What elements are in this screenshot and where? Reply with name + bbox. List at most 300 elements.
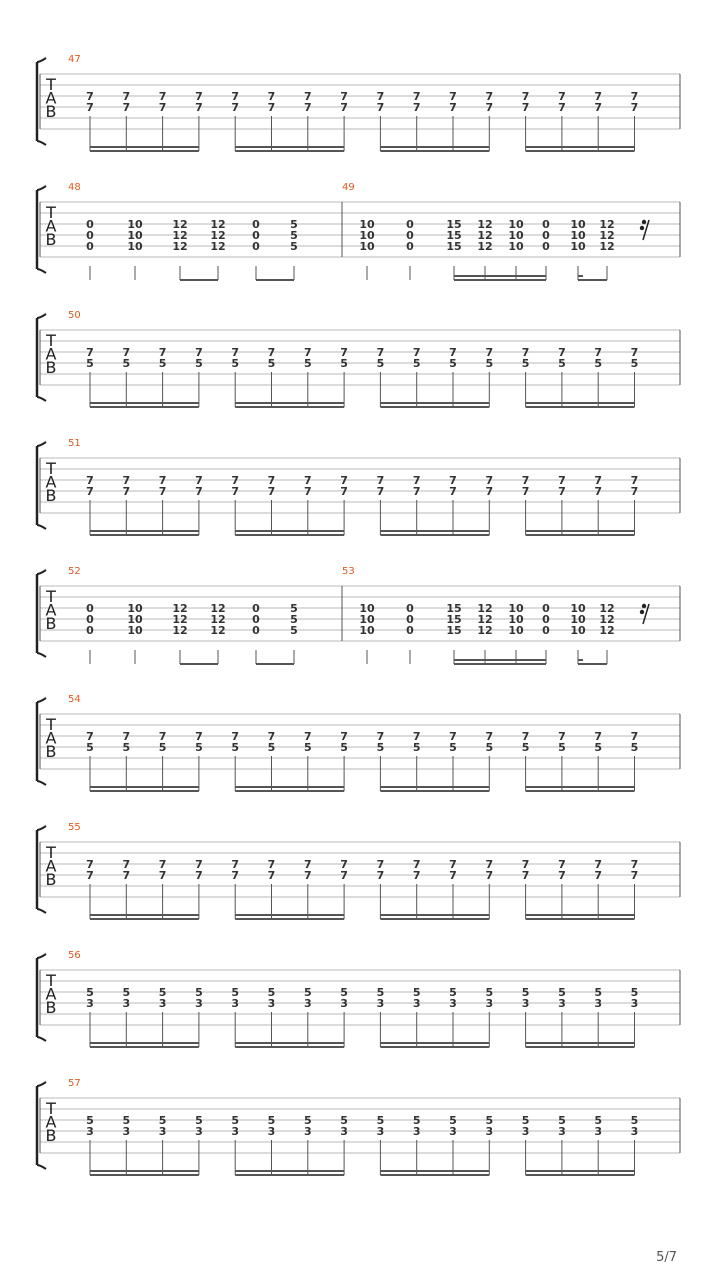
- fret-number: 7: [303, 474, 312, 487]
- fret-number: 10: [570, 602, 586, 615]
- fret-number: 5: [630, 1114, 639, 1127]
- fret-number: 12: [172, 624, 188, 637]
- fret-number: 5: [231, 357, 240, 370]
- fret-number: 3: [594, 997, 603, 1010]
- fret-number: 5: [303, 741, 312, 754]
- fret-number: 12: [172, 240, 188, 253]
- fret-number: 7: [594, 90, 603, 103]
- fret-number: 0: [542, 229, 550, 242]
- fret-number: 7: [267, 485, 276, 498]
- measure-number: 56: [68, 950, 81, 961]
- fret-number: 7: [594, 485, 603, 498]
- fret-number: 3: [594, 1125, 603, 1138]
- fret-number: 7: [485, 858, 494, 871]
- fret-number: 7: [412, 485, 421, 498]
- measure-number: 51: [68, 438, 81, 449]
- fret-number: 7: [158, 101, 167, 114]
- fret-number: 7: [630, 858, 639, 871]
- fret-number: 3: [412, 1125, 421, 1138]
- fret-number: 7: [303, 90, 312, 103]
- fret-number: 12: [210, 624, 226, 637]
- fret-number: 15: [446, 602, 462, 615]
- tab-clef-letter: A: [45, 344, 57, 364]
- fret-number: 3: [195, 1125, 203, 1138]
- fret-number: 10: [508, 218, 524, 231]
- fret-number: 0: [86, 613, 94, 626]
- fret-number: 0: [542, 602, 550, 615]
- fret-number: 5: [376, 986, 385, 999]
- fret-number: 7: [412, 730, 421, 743]
- fret-number: 5: [290, 229, 298, 242]
- fret-number: 5: [558, 1114, 566, 1127]
- fret-number: 7: [340, 101, 348, 114]
- measure-number: 50: [68, 310, 81, 321]
- fret-number: 0: [406, 602, 414, 615]
- fret-number: 3: [122, 997, 131, 1010]
- measure-number: 52: [68, 566, 81, 577]
- fret-number: 7: [412, 101, 421, 114]
- fret-number: 7: [485, 730, 494, 743]
- fret-number: 12: [477, 602, 493, 615]
- fret-number: 7: [231, 485, 240, 498]
- fret-number: 10: [127, 218, 143, 231]
- fret-number: 7: [231, 101, 240, 114]
- fret-number: 7: [558, 346, 566, 359]
- fret-number: 0: [406, 624, 414, 637]
- fret-number: 12: [210, 229, 226, 242]
- fret-number: 7: [340, 346, 348, 359]
- fret-number: 5: [158, 741, 167, 754]
- fret-number: 5: [340, 741, 348, 754]
- fret-number: 7: [231, 858, 240, 871]
- fret-number: 0: [406, 613, 414, 626]
- fret-number: 7: [267, 474, 276, 487]
- fret-number: 10: [359, 229, 375, 242]
- fret-number: 7: [267, 730, 276, 743]
- fret-number: 7: [86, 485, 94, 498]
- fret-number: 3: [303, 1125, 312, 1138]
- fret-number: 5: [594, 1114, 603, 1127]
- fret-number: 5: [558, 986, 566, 999]
- fret-number: 7: [376, 730, 385, 743]
- bracket-top-hook: [37, 314, 46, 318]
- fret-number: 12: [210, 613, 226, 626]
- fret-number: 7: [594, 858, 603, 871]
- fret-number: 5: [122, 1114, 131, 1127]
- fret-number: 5: [521, 1114, 530, 1127]
- tab-clef-letter: T: [46, 203, 56, 222]
- fret-number: 0: [86, 624, 94, 637]
- fret-number: 0: [86, 218, 94, 231]
- fret-number: 7: [521, 485, 530, 498]
- fret-number: 5: [195, 357, 203, 370]
- fret-number: 10: [359, 218, 375, 231]
- fret-number: 7: [122, 90, 131, 103]
- fret-number: 7: [412, 90, 421, 103]
- tab-clef-letter: B: [45, 1126, 57, 1145]
- fret-number: 7: [122, 869, 131, 882]
- fret-number: 10: [127, 602, 143, 615]
- fret-number: 5: [231, 1114, 240, 1127]
- tab-clef-letter: A: [45, 472, 57, 492]
- tab-clef-letter: B: [45, 358, 57, 377]
- bracket-top-hook: [37, 58, 46, 62]
- measure-number: 54: [68, 694, 81, 705]
- fret-number: 3: [86, 997, 94, 1010]
- fret-number: 7: [558, 474, 566, 487]
- fret-number: 5: [290, 624, 298, 637]
- tab-clef-letter: T: [46, 843, 56, 862]
- fret-number: 7: [449, 485, 457, 498]
- fret-number: 10: [570, 240, 586, 253]
- fret-number: 5: [122, 357, 131, 370]
- fret-number: 7: [267, 869, 276, 882]
- fret-number: 10: [508, 229, 524, 242]
- fret-number: 0: [252, 602, 260, 615]
- fret-number: 7: [303, 730, 312, 743]
- bracket-bottom-hook: [37, 1165, 46, 1169]
- fret-number: 7: [376, 474, 385, 487]
- fret-number: 7: [86, 101, 94, 114]
- tab-clef-letter: A: [45, 1112, 57, 1132]
- fret-number: 10: [359, 240, 375, 253]
- fret-number: 5: [376, 741, 385, 754]
- fret-number: 3: [340, 1125, 348, 1138]
- fret-number: 0: [406, 229, 414, 242]
- fret-number: 5: [195, 741, 203, 754]
- fret-number: 7: [630, 90, 639, 103]
- fret-number: 7: [521, 474, 530, 487]
- fret-number: 5: [485, 986, 494, 999]
- fret-number: 5: [158, 357, 167, 370]
- fret-number: 7: [86, 90, 94, 103]
- tab-clef-letter: T: [46, 459, 56, 478]
- fret-number: 7: [340, 90, 348, 103]
- fret-number: 10: [127, 624, 143, 637]
- fret-number: 3: [521, 997, 530, 1010]
- fret-number: 10: [508, 240, 524, 253]
- fret-number: 7: [158, 474, 167, 487]
- tab-clef-letter: A: [45, 984, 57, 1004]
- page-number: 5/7: [656, 1250, 677, 1265]
- fret-number: 5: [267, 986, 276, 999]
- fret-number: 12: [172, 218, 188, 231]
- bracket-top-hook: [37, 954, 46, 958]
- fret-number: 12: [599, 602, 615, 615]
- fret-number: 5: [303, 986, 312, 999]
- fret-number: 7: [267, 90, 276, 103]
- fret-number: 7: [594, 869, 603, 882]
- fret-number: 7: [122, 474, 131, 487]
- fret-number: 7: [558, 730, 566, 743]
- fret-number: 7: [86, 858, 94, 871]
- fret-number: 5: [594, 357, 603, 370]
- staff-system: [37, 310, 680, 407]
- fret-number: 5: [231, 986, 240, 999]
- fret-number: 7: [558, 101, 566, 114]
- fret-number: 7: [195, 869, 203, 882]
- tab-clef-letter: T: [46, 331, 56, 350]
- fret-number: 5: [630, 986, 639, 999]
- fret-number: 7: [340, 869, 348, 882]
- fret-number: 7: [231, 730, 240, 743]
- fret-number: 5: [412, 986, 421, 999]
- fret-number: 5: [290, 218, 298, 231]
- fret-number: 5: [158, 1114, 167, 1127]
- fret-number: 7: [521, 90, 530, 103]
- staff-system: [37, 950, 680, 1047]
- sixteenth-rest-dot: [642, 604, 646, 608]
- tab-clef-letter: B: [45, 870, 57, 889]
- fret-number: 7: [267, 101, 276, 114]
- fret-number: 12: [477, 624, 493, 637]
- fret-number: 3: [122, 1125, 131, 1138]
- fret-number: 5: [449, 1114, 457, 1127]
- fret-number: 7: [449, 474, 457, 487]
- fret-number: 10: [570, 218, 586, 231]
- fret-number: 5: [122, 986, 131, 999]
- staff-system: [37, 54, 680, 151]
- fret-number: 3: [267, 1125, 276, 1138]
- staff-system: [37, 694, 680, 791]
- fret-number: 0: [252, 613, 260, 626]
- fret-number: 7: [594, 346, 603, 359]
- fret-number: 7: [158, 730, 167, 743]
- fret-number: 3: [630, 1125, 639, 1138]
- bracket-bottom-hook: [37, 653, 46, 657]
- fret-number: 5: [195, 1114, 203, 1127]
- fret-number: 5: [485, 357, 494, 370]
- fret-number: 7: [231, 346, 240, 359]
- fret-number: 7: [303, 869, 312, 882]
- fret-number: 7: [630, 730, 639, 743]
- staff-system: [37, 822, 680, 919]
- fret-number: 7: [122, 485, 131, 498]
- fret-number: 0: [542, 218, 550, 231]
- fret-number: 3: [158, 1125, 167, 1138]
- tab-clef-letter: T: [46, 587, 56, 606]
- fret-number: 5: [290, 602, 298, 615]
- fret-number: 0: [406, 218, 414, 231]
- tab-clef-letter: T: [46, 971, 56, 990]
- fret-number: 10: [508, 602, 524, 615]
- fret-number: 7: [485, 869, 494, 882]
- bracket-top-hook: [37, 442, 46, 446]
- fret-number: 0: [542, 240, 550, 253]
- fret-number: 7: [412, 858, 421, 871]
- fret-number: 3: [485, 997, 494, 1010]
- fret-number: 3: [267, 997, 276, 1010]
- fret-number: 5: [449, 741, 457, 754]
- fret-number: 5: [122, 741, 131, 754]
- fret-number: 12: [599, 613, 615, 626]
- tab-clef-letter: B: [45, 742, 57, 761]
- fret-number: 10: [359, 613, 375, 626]
- fret-number: 5: [521, 741, 530, 754]
- fret-number: 7: [195, 90, 203, 103]
- fret-number: 15: [446, 218, 462, 231]
- fret-number: 12: [477, 613, 493, 626]
- measure-number: 57: [68, 1078, 81, 1089]
- tab-clef-letter: B: [45, 230, 57, 249]
- fret-number: 7: [521, 346, 530, 359]
- fret-number: 5: [340, 357, 348, 370]
- fret-number: 3: [340, 997, 348, 1010]
- fret-number: 7: [594, 730, 603, 743]
- fret-number: 7: [86, 730, 94, 743]
- fret-number: 5: [558, 357, 566, 370]
- fret-number: 7: [449, 869, 457, 882]
- fret-number: 5: [340, 986, 348, 999]
- staff-system: [37, 438, 680, 535]
- fret-number: 0: [86, 240, 94, 253]
- fret-number: 5: [86, 986, 94, 999]
- fret-number: 3: [303, 997, 312, 1010]
- fret-number: 5: [412, 357, 421, 370]
- bracket-bottom-hook: [37, 269, 46, 273]
- fret-number: 10: [508, 624, 524, 637]
- fret-number: 3: [376, 997, 385, 1010]
- bracket-top-hook: [37, 826, 46, 830]
- fret-number: 15: [446, 229, 462, 242]
- tab-clef-letter: B: [45, 102, 57, 121]
- fret-number: 12: [599, 240, 615, 253]
- fret-number: 7: [558, 90, 566, 103]
- fret-number: 5: [290, 240, 298, 253]
- fret-number: 10: [570, 229, 586, 242]
- fret-number: 7: [630, 474, 639, 487]
- fret-number: 3: [231, 1125, 240, 1138]
- bracket-top-hook: [37, 1082, 46, 1086]
- fret-number: 15: [446, 240, 462, 253]
- fret-number: 5: [594, 986, 603, 999]
- bracket-bottom-hook: [37, 909, 46, 913]
- fret-number: 7: [376, 869, 385, 882]
- fret-number: 12: [599, 624, 615, 637]
- fret-number: 7: [86, 869, 94, 882]
- fret-number: 5: [521, 986, 530, 999]
- fret-number: 7: [158, 869, 167, 882]
- tab-clef-letter: A: [45, 216, 57, 236]
- fret-number: 7: [521, 101, 530, 114]
- fret-number: 12: [210, 240, 226, 253]
- fret-number: 15: [446, 613, 462, 626]
- fret-number: 7: [558, 485, 566, 498]
- fret-number: 7: [195, 101, 203, 114]
- fret-number: 12: [172, 229, 188, 242]
- measure-number: 49: [342, 182, 355, 193]
- fret-number: 12: [477, 229, 493, 242]
- fret-number: 7: [376, 485, 385, 498]
- fret-number: 7: [267, 346, 276, 359]
- fret-number: 7: [449, 858, 457, 871]
- fret-number: 7: [630, 346, 639, 359]
- bracket-bottom-hook: [37, 781, 46, 785]
- fret-number: 3: [558, 997, 566, 1010]
- fret-number: 7: [231, 474, 240, 487]
- fret-number: 10: [127, 229, 143, 242]
- fret-number: 7: [303, 858, 312, 871]
- tab-clef-letter: B: [45, 486, 57, 505]
- bracket-bottom-hook: [37, 525, 46, 529]
- fret-number: 7: [267, 858, 276, 871]
- fret-number: 12: [477, 240, 493, 253]
- fret-number: 7: [558, 858, 566, 871]
- fret-number: 7: [158, 858, 167, 871]
- fret-number: 7: [630, 485, 639, 498]
- fret-number: 7: [485, 474, 494, 487]
- fret-number: 3: [195, 997, 203, 1010]
- fret-number: 10: [359, 624, 375, 637]
- fret-number: 5: [86, 741, 94, 754]
- fret-number: 7: [376, 101, 385, 114]
- fret-number: 7: [231, 90, 240, 103]
- fret-number: 3: [449, 1125, 457, 1138]
- fret-number: 10: [508, 613, 524, 626]
- fret-number: 3: [412, 997, 421, 1010]
- fret-number: 7: [558, 869, 566, 882]
- fret-number: 7: [412, 869, 421, 882]
- fret-number: 7: [340, 474, 348, 487]
- fret-number: 7: [412, 474, 421, 487]
- fret-number: 5: [521, 357, 530, 370]
- fret-number: 7: [340, 485, 348, 498]
- tab-clef-letter: A: [45, 856, 57, 876]
- fret-number: 5: [195, 986, 203, 999]
- fret-number: 7: [303, 485, 312, 498]
- fret-number: 7: [195, 858, 203, 871]
- fret-number: 7: [231, 869, 240, 882]
- tab-clef-letter: B: [45, 614, 57, 633]
- tab-clef-letter: T: [46, 1099, 56, 1118]
- fret-number: 5: [485, 1114, 494, 1127]
- fret-number: 3: [86, 1125, 94, 1138]
- fret-number: 0: [252, 218, 260, 231]
- tab-clef-letter: B: [45, 998, 57, 1017]
- fret-number: 5: [630, 741, 639, 754]
- fret-number: 7: [594, 101, 603, 114]
- fret-number: 5: [376, 1114, 385, 1127]
- fret-number: 7: [485, 90, 494, 103]
- fret-number: 10: [127, 613, 143, 626]
- fret-number: 10: [570, 624, 586, 637]
- tab-clef-letter: T: [46, 715, 56, 734]
- bracket-top-hook: [37, 186, 46, 190]
- fret-number: 7: [485, 101, 494, 114]
- fret-number: 15: [446, 624, 462, 637]
- fret-number: 0: [86, 602, 94, 615]
- fret-number: 7: [521, 869, 530, 882]
- fret-number: 7: [195, 485, 203, 498]
- fret-number: 7: [158, 346, 167, 359]
- fret-number: 5: [340, 1114, 348, 1127]
- fret-number: 5: [267, 357, 276, 370]
- fret-number: 0: [542, 624, 550, 637]
- fret-number: 7: [122, 858, 131, 871]
- fret-number: 7: [449, 346, 457, 359]
- fret-number: 10: [570, 613, 586, 626]
- fret-number: 5: [86, 357, 94, 370]
- fret-number: 7: [630, 101, 639, 114]
- tab-clef-letter: A: [45, 600, 57, 620]
- fret-number: 7: [195, 730, 203, 743]
- fret-number: 3: [376, 1125, 385, 1138]
- bracket-top-hook: [37, 698, 46, 702]
- fret-number: 7: [340, 730, 348, 743]
- fret-number: 3: [630, 997, 639, 1010]
- fret-number: 7: [158, 90, 167, 103]
- fret-number: 5: [267, 1114, 276, 1127]
